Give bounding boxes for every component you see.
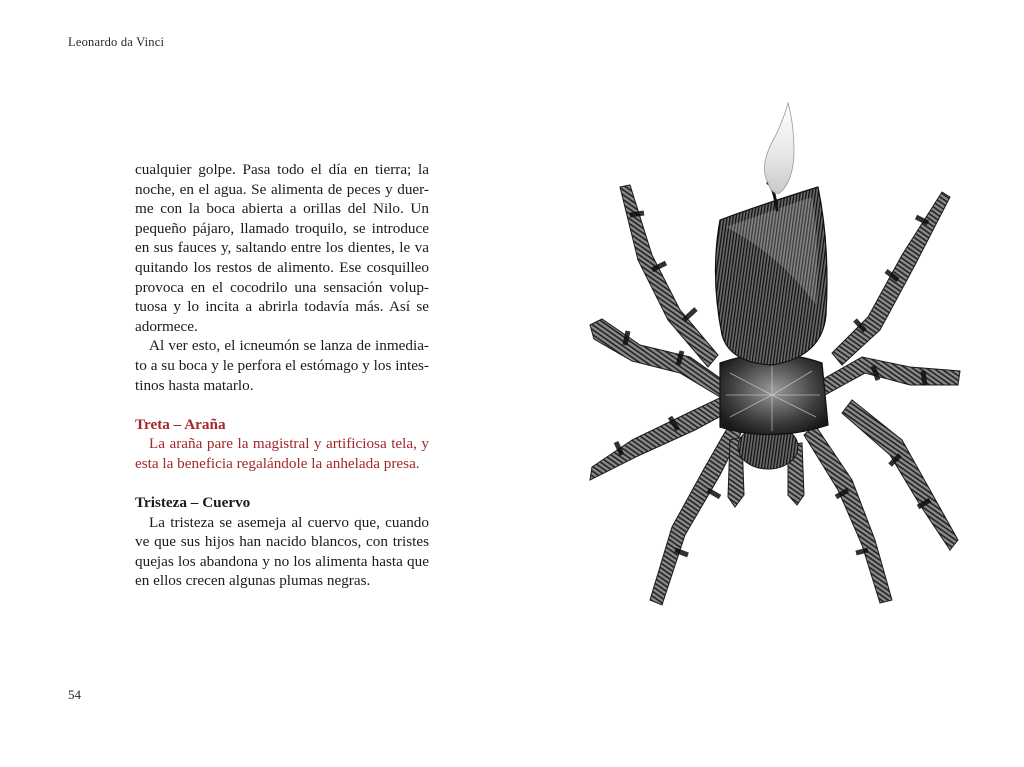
text-line: Al ver esto, el icneumón se lanza de inmedia- [149, 337, 429, 355]
text-line: cualquier golpe. Pasa todo el día en tierra; la [135, 161, 429, 178]
section-tristeza-cuervo [135, 493, 429, 591]
text-line: provoca en el cocodrilo una sensación volup- [135, 278, 429, 296]
paragraph-icneumon [135, 336, 429, 395]
text-line: to a su boca y le perfora el estómago y los intes- [135, 356, 429, 374]
text-line: La tristeza se asemeja al cuervo que, cuando [149, 513, 429, 531]
running-head: Leonardo da Vinci [68, 35, 165, 49]
text-line: me con la boca abierta a orillas del Nilo. Un [135, 200, 429, 218]
text-line: en sus fauces y, saltando entre los dientes, le va [135, 239, 429, 257]
text-line: ve que sus hijos han nacido blancos, con tristes [135, 533, 429, 551]
text-block [135, 160, 429, 591]
section-title: Tristeza – Cuervo [135, 494, 251, 512]
text-line: en ellos crecen algunas plumas negras. [135, 572, 371, 590]
text-line: esta la beneficia regalándole la anhelada presa. [135, 454, 420, 472]
text-line: quitando los restos de alimento. Ese cosquilleo [135, 258, 429, 276]
section-title: Treta – Araña [135, 415, 226, 433]
text-line: pequeño pájaro, llamado troquilo, se introduce [135, 219, 429, 237]
text-line: noche, en el agua. Se alimenta de peces y duer- [135, 180, 429, 198]
text-line: tuosa y lo incita a abrirla todavía más. Así se [135, 298, 429, 316]
text-line: adormece. [135, 317, 198, 335]
text-line: quejas los abandona y no los alimenta hasta que [135, 552, 429, 570]
spider-icon [580, 95, 970, 615]
text-line: La araña pare la magistral y artificiosa tela, y [149, 435, 429, 453]
section-treta-arana [135, 415, 429, 474]
spider-candle-illustration [580, 95, 970, 615]
page-number: 54 [68, 687, 81, 702]
text-line: tinos hasta matarlo. [135, 376, 254, 394]
paragraph-cocodrilo [135, 160, 429, 336]
